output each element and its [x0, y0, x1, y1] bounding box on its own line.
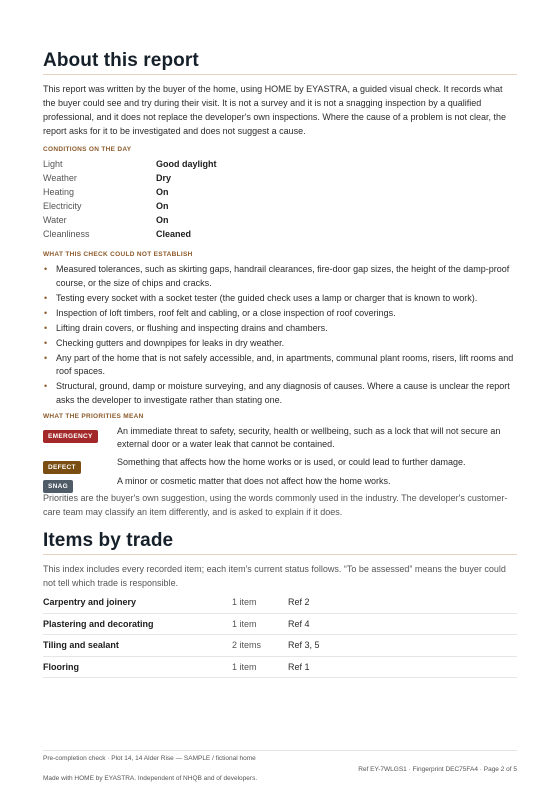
list-item: • Testing every socket with a socket tester (the guided check uses a lamp or charger that is known to work).: [43, 292, 517, 306]
conditions-row: [43, 171, 217, 185]
condition-value: On: [156, 187, 169, 197]
table-row: [43, 614, 517, 636]
emergency-badge: EMERGENCY: [43, 430, 98, 443]
item-refs: Ref 3, 5: [288, 640, 320, 651]
defect-badge: DEFECT: [43, 461, 81, 474]
list-item: • Lifting drain covers, or flushing and inspecting drains and chambers.: [43, 322, 517, 336]
item-refs: Ref 4: [288, 618, 310, 629]
condition-value: Cleaned: [156, 229, 192, 239]
footer-credit: Made with HOME by EYASTRA. Independent of NHQB and of developers.: [43, 775, 258, 782]
priority-description: Something that affects how the home works or is used, or could lead to further damage.: [117, 457, 466, 467]
priorities-note: Priorities are the buyer's own suggestion, using the words commonly used in the industry. The developer's customer-care team may classify an item differently, and is asked to explain if it does.: [43, 493, 508, 517]
items-intro-paragraph: This index includes every recorded item; each item's current status follows. “To be assessed” means the buyer could not tell which trade is responsible.: [43, 564, 506, 588]
priorities-heading: WHAT THE PRIORITIES MEAN: [43, 413, 144, 420]
section-title-items-by-trade: Items by trade: [43, 530, 174, 551]
section-divider: [43, 74, 517, 75]
list-item: • Inspection of loft timbers, roof felt and cabling, or a close inspection of roof coverings.: [43, 307, 517, 321]
table-row: [43, 592, 517, 614]
item-count: 2 items: [232, 640, 262, 651]
item-refs: Ref 2: [288, 597, 310, 608]
priority-row-snag: [43, 475, 517, 492]
list-item: • Structural, ground, damp or moisture surveying, and any diagnosis of causes. Where a cause is unclear the report asks the developer to investigate rather than stating one.: [43, 380, 517, 407]
condition-key: Weather: [43, 173, 77, 183]
footer-property: Pre-completion check · Plot 14, 14 Alder Rise — SAMPLE / fictional home: [43, 755, 256, 762]
trade-table: [43, 592, 517, 678]
snag-badge: SNAG: [43, 480, 73, 493]
conditions-row: [43, 213, 217, 227]
condition-value: Good daylight: [156, 159, 217, 169]
condition-key: Water: [43, 215, 67, 225]
conditions-table: [43, 157, 217, 241]
limitations-list: [43, 263, 517, 409]
priorities-list: [43, 425, 517, 492]
condition-key: Heating: [43, 187, 75, 197]
condition-key: Cleanliness: [43, 229, 90, 239]
list-item: • Any part of the home that is not safely accessible, and, in apartments, communal plant rooms, risers, lift rooms and roof spaces.: [43, 352, 517, 379]
trade-name: Carpentry and joinery: [43, 597, 137, 608]
about-intro-paragraph: This report was written by the buyer of the home, using HOME by EYASTRA, a guided visual check. It records what the buyer could see and try during their visit. It is not a survey and it is not a snagging inspection by a qualified professional, and it does not replace the developer's own inspections. Where the cause of a problem is not clear, the report asks for it to be investigated and does not suggest a cause.: [43, 84, 506, 136]
priority-description: An immediate threat to safety, security, health or wellbeing, such as a lock that will not secure an external door or a water leak that cannot be contained.: [117, 426, 501, 449]
condition-value: On: [156, 215, 169, 225]
item-count: 1 item: [232, 618, 257, 629]
conditions-row: [43, 227, 217, 241]
item-count: 1 item: [232, 661, 257, 672]
priority-row-emergency: [43, 425, 517, 456]
trade-name: Plastering and decorating: [43, 618, 154, 629]
section-title-about: About this report: [43, 50, 199, 71]
condition-value: Dry: [156, 173, 172, 183]
conditions-row: [43, 199, 217, 213]
condition-key: Light: [43, 159, 63, 169]
conditions-row: [43, 157, 217, 171]
footer-divider: [43, 750, 517, 751]
section-divider: [43, 554, 517, 555]
item-count: 1 item: [232, 597, 257, 608]
priority-row-defect: [43, 456, 517, 475]
table-row: [43, 635, 517, 657]
list-item: • Measured tolerances, such as skirting gaps, handrail clearances, fire-door gap sizes, the height of the damp-proof course, or the size of chips and cracks.: [43, 263, 517, 290]
footer-reference: Ref EY-7WLGS1 · Fingerprint DEC75FA4 · Page 2 of 5: [358, 766, 517, 773]
conditions-heading: CONDITIONS ON THE DAY: [43, 146, 132, 153]
priority-description: A minor or cosmetic matter that does not affect how the home works.: [117, 476, 391, 486]
condition-value: On: [156, 201, 169, 211]
condition-key: Electricity: [43, 201, 82, 211]
table-row: [43, 657, 517, 679]
trade-name: Flooring: [43, 661, 79, 672]
limitations-heading: WHAT THIS CHECK COULD NOT ESTABLISH: [43, 251, 193, 258]
conditions-row: [43, 185, 217, 199]
list-item: • Checking gutters and downpipes for leaks in dry weather.: [43, 337, 517, 351]
item-refs: Ref 1: [288, 661, 310, 672]
trade-name: Tiling and sealant: [43, 640, 119, 651]
